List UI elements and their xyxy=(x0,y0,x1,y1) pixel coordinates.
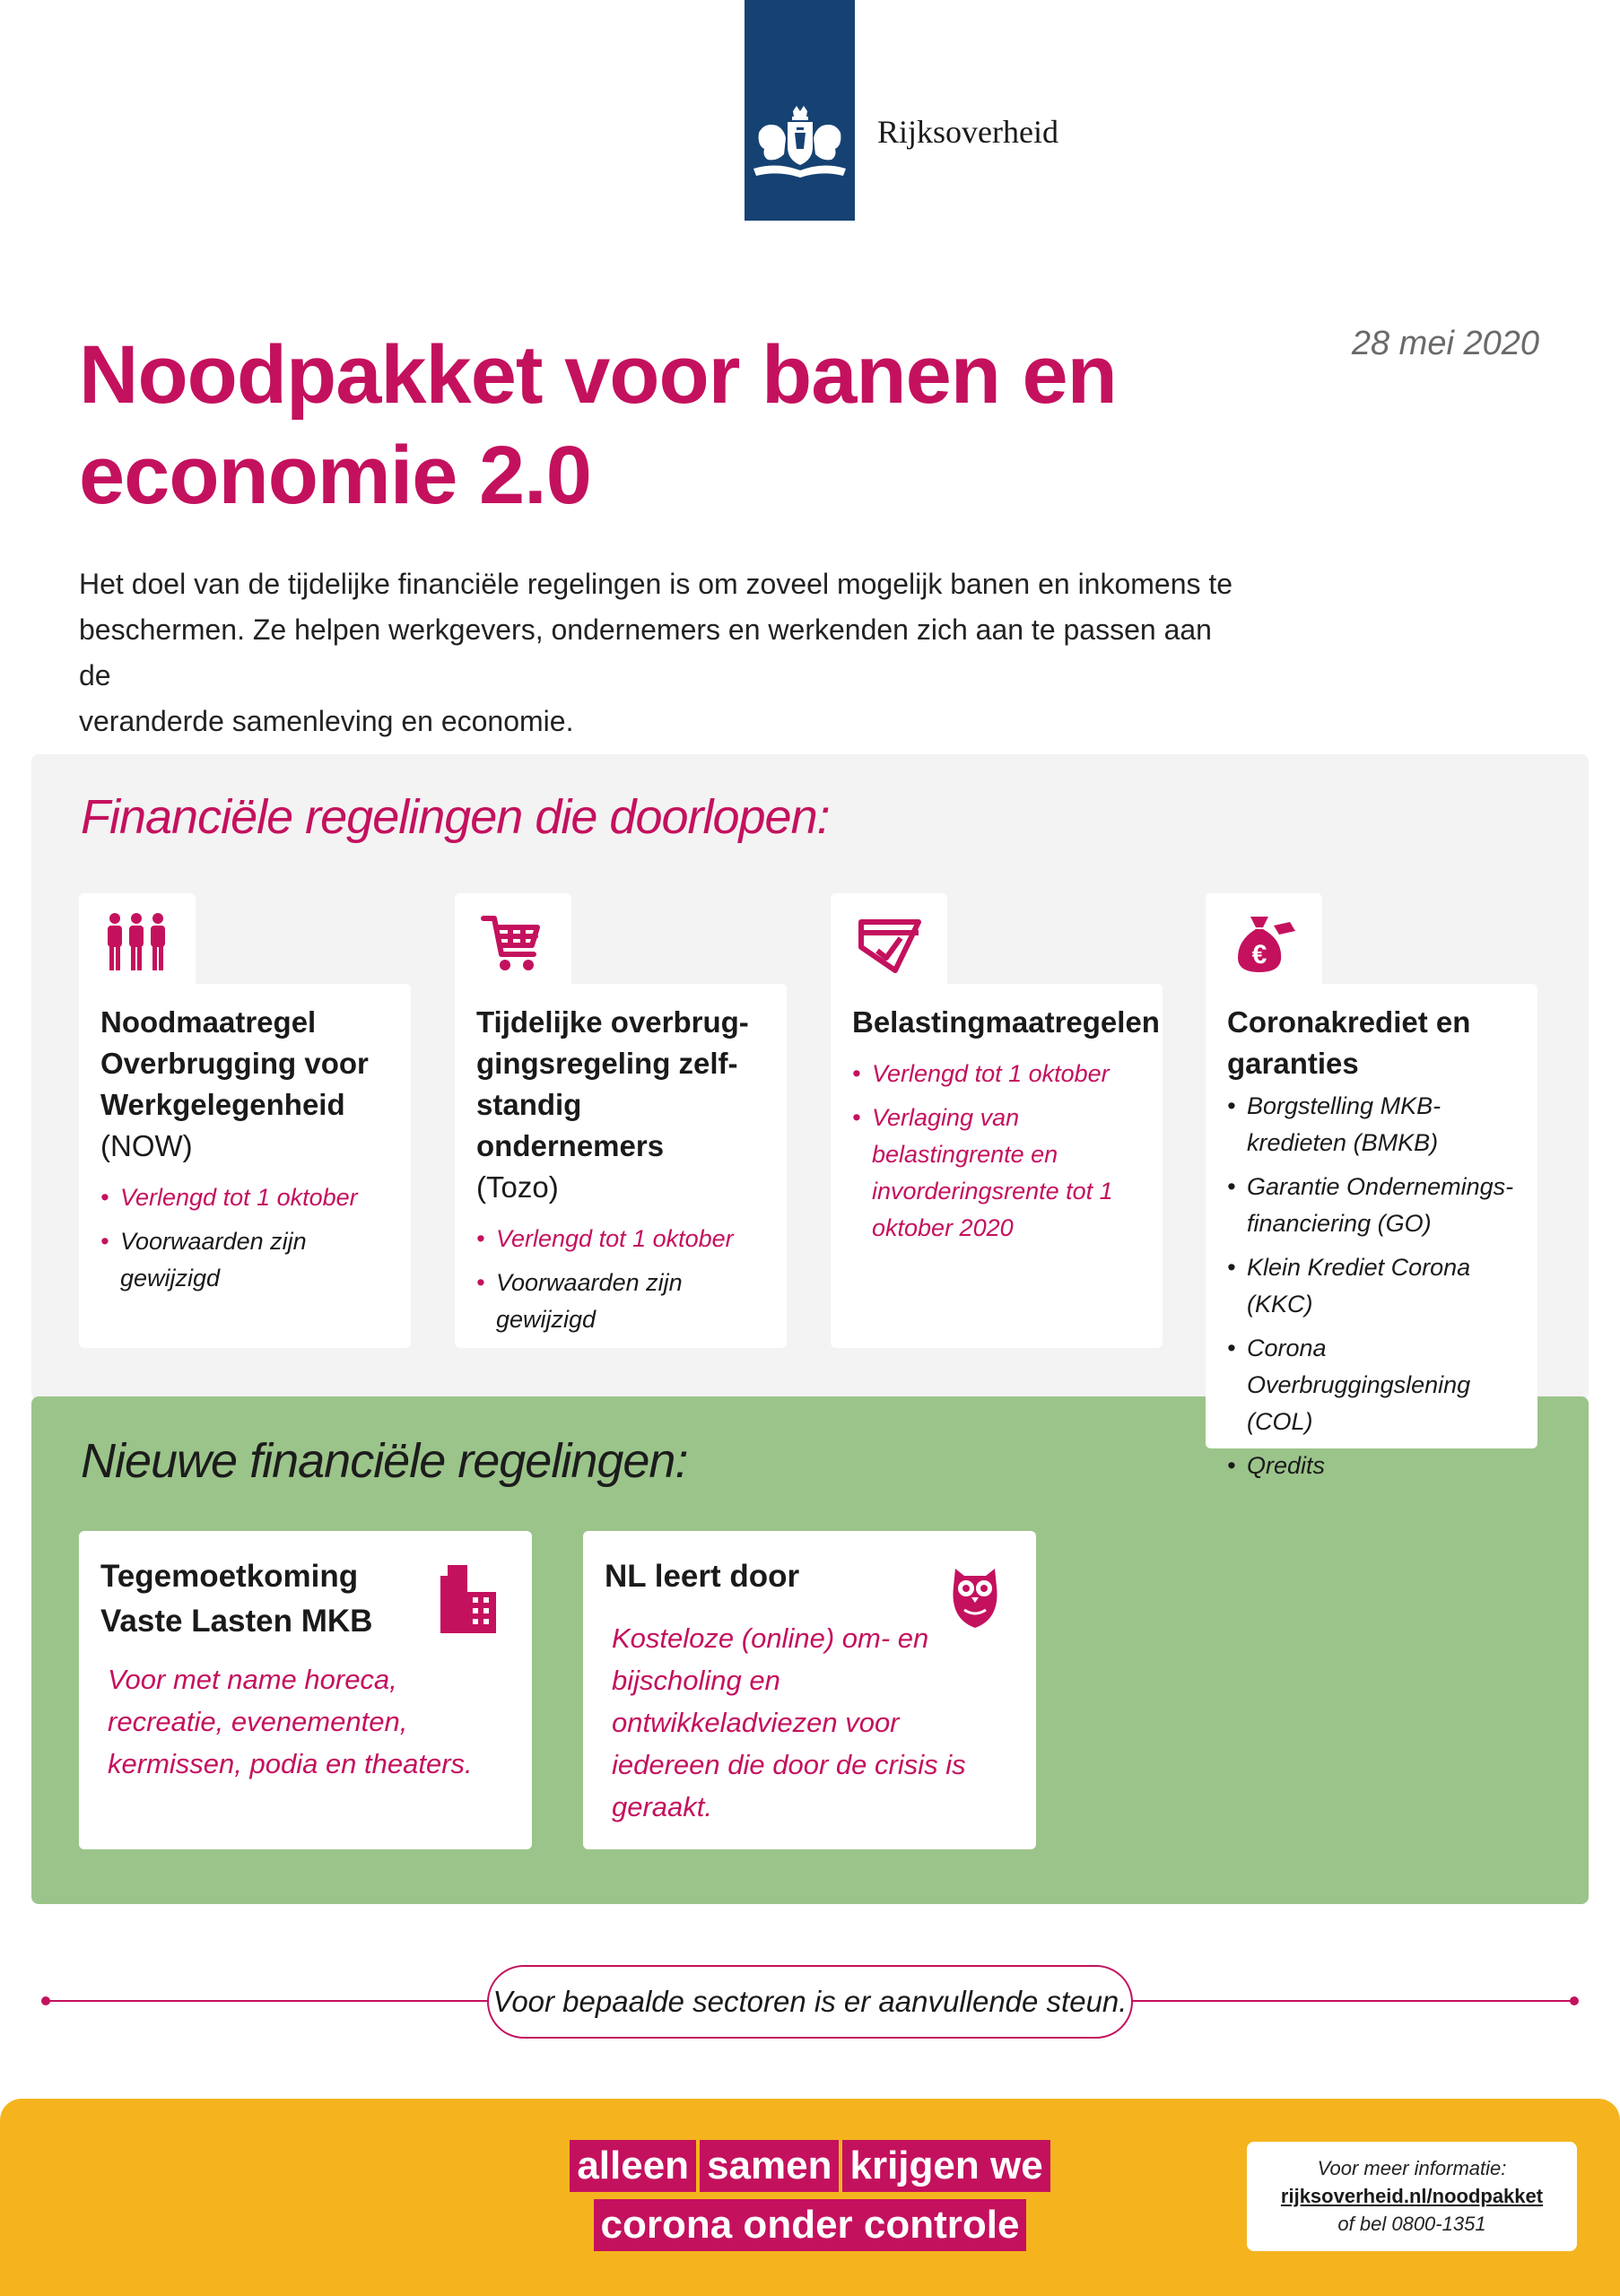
card-fixed-costs-text: Voor met name horeca, recreatie, evenementen, kermissen, podia en theaters. xyxy=(108,1664,473,1779)
card-now-subtitle: (NOW) xyxy=(100,1129,193,1162)
card-tozo-icon-tab xyxy=(455,893,571,994)
card-now-title-line: Werkgelegenheid xyxy=(100,1088,345,1121)
page-title-line-2: economie 2.0 xyxy=(79,430,591,521)
card-now-bullets xyxy=(100,1179,395,1297)
intro-line-2: beschermen. Ze helpen werkgevers, ondernemers en werkenden zich aan te passen aan de xyxy=(79,613,1212,691)
slogan-chip: corona onder controle xyxy=(594,2199,1027,2251)
publication-date: 28 mei 2020 xyxy=(1351,325,1539,362)
list-item: • Corona Overbruggingslening (COL) xyxy=(1227,1330,1521,1440)
card-nl-leert-door xyxy=(583,1531,1036,1849)
building-icon xyxy=(440,1565,496,1633)
people-icon xyxy=(104,911,169,976)
card-fixed-costs-title-line: Vaste Lasten MKB xyxy=(100,1604,373,1639)
card-credit xyxy=(1206,984,1537,1479)
contact-info-box xyxy=(1247,2142,1577,2251)
card-tozo xyxy=(455,984,787,1348)
list-item: • Verlengd tot 1 oktober xyxy=(476,1221,771,1257)
card-tozo-subtitle: (Tozo) xyxy=(476,1170,559,1204)
list-item: • Klein Krediet Corona (KKC) xyxy=(1227,1249,1521,1323)
coat-of-arms-icon xyxy=(750,106,849,183)
card-now-title xyxy=(100,1002,395,1126)
slogan-chip: krijgen we xyxy=(842,2140,1050,2192)
new-schemes-heading: Nieuwe financiële regelingen: xyxy=(81,1434,688,1488)
card-tozo-title-line: Tijdelijke overbrug- xyxy=(476,1005,749,1039)
logo-bar xyxy=(745,0,855,221)
card-fixed-costs-title-line: Tegemoetkoming xyxy=(100,1559,359,1594)
card-tax-title: Belastingmaatregelen xyxy=(852,1005,1160,1039)
card-nl-leert-door-text: Kosteloze (online) om- en bijscholing en ontwikkeladviezen voor iedereen die door de crisis is geraakt. xyxy=(612,1622,966,1822)
page-title-line-1: Noodpakket voor banen en xyxy=(79,329,1117,421)
card-tax-bullets xyxy=(852,1056,1146,1247)
contact-info-label: Voor meer informatie: xyxy=(1317,2157,1507,2179)
list-item: • Verlengd tot 1 oktober xyxy=(852,1056,1146,1092)
card-credit-title-line: garanties xyxy=(1227,1047,1359,1080)
sector-note: Voor bepaalde sectoren is er aanvullende steun. xyxy=(487,1965,1133,2039)
intro-line-1: Het doel van de tijdelijke financiële regelingen is om zoveel mogelijk banen en inkomens te xyxy=(79,568,1233,600)
sector-divider-dot-left xyxy=(41,1996,50,2005)
euro-moneybag-icon xyxy=(1231,911,1299,976)
svg-text:€: € xyxy=(1251,940,1267,970)
card-credit-title xyxy=(1227,1002,1521,1084)
ongoing-schemes-heading: Financiële regelingen die doorlopen: xyxy=(81,790,830,844)
card-now-icon-tab xyxy=(79,893,196,994)
card-tozo-title-line: gingsregeling zelf- xyxy=(476,1047,738,1080)
card-tax-icon-tab xyxy=(831,893,947,994)
card-tozo-title-line: standig ondernemers xyxy=(476,1088,665,1162)
card-fixed-costs-title xyxy=(100,1554,372,1644)
card-tax xyxy=(831,984,1163,1348)
list-item: • Voorwaarden zijn gewijzigd xyxy=(100,1223,395,1297)
logo-text: Rijksoverheid xyxy=(877,114,1058,150)
list-item: • Verlengd tot 1 oktober xyxy=(100,1179,395,1216)
page-title xyxy=(79,325,1245,526)
card-fixed-costs xyxy=(79,1531,532,1849)
sector-divider-dot-right xyxy=(1570,1996,1579,2005)
list-item: • Garantie Ondernemings-financiering (GO) xyxy=(1227,1169,1521,1242)
card-tozo-title xyxy=(476,1002,771,1167)
intro-paragraph xyxy=(79,561,1245,744)
list-item: • Voorwaarden zijn gewijzigd xyxy=(476,1265,771,1338)
card-credit-icon-tab xyxy=(1206,893,1322,994)
intro-line-3: veranderde samenleving en economie. xyxy=(79,705,574,737)
card-now xyxy=(79,984,411,1348)
tax-envelope-icon xyxy=(856,911,924,976)
card-credit-bullets xyxy=(1227,1088,1521,1484)
list-item: • Verlaging van belastingrente en invorderingsrente tot 1 oktober 2020 xyxy=(852,1100,1146,1247)
card-tozo-bullets xyxy=(476,1221,771,1338)
contact-info-link[interactable]: rijksoverheid.nl/noodpakket xyxy=(1280,2185,1544,2207)
contact-info-phone: of bel 0800-1351 xyxy=(1337,2213,1486,2235)
slogan-chip: alleen xyxy=(570,2140,696,2192)
slogan-chip: samen xyxy=(700,2140,839,2192)
list-item: • Borgstelling MKB-kredieten (BMKB) xyxy=(1227,1088,1521,1161)
list-item: • Qredits xyxy=(1227,1448,1521,1484)
card-nl-leert-door-title: NL leert door xyxy=(605,1559,800,1594)
card-now-title-line: Overbrugging voor xyxy=(100,1047,369,1080)
card-now-title-line: Noodmaatregel xyxy=(100,1005,317,1039)
shopping-cart-icon xyxy=(480,911,544,976)
card-credit-title-line: Coronakrediet en xyxy=(1227,1005,1471,1039)
